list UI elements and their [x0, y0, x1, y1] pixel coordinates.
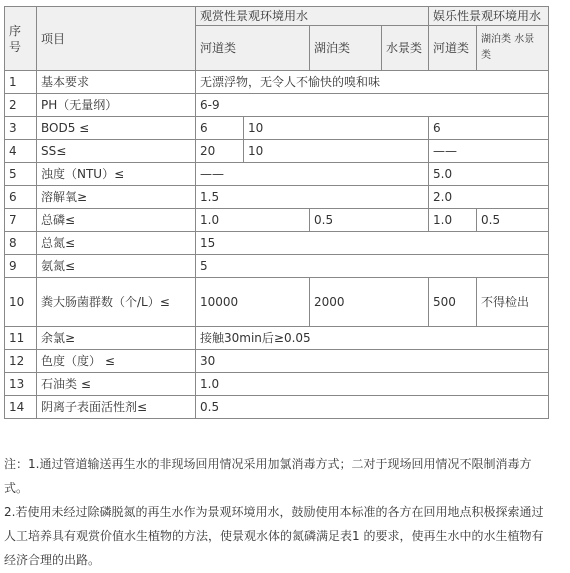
row-no: 8 [5, 232, 37, 255]
row-item: PH（无量纲） [37, 94, 196, 117]
row-no: 3 [5, 117, 37, 140]
table-row [5, 209, 549, 232]
row-value: 0.5 [310, 209, 429, 232]
header-g2-lake [477, 26, 549, 71]
row-value: 5 [196, 255, 549, 278]
table-row [5, 71, 549, 94]
table-row [5, 163, 549, 186]
row-item: 浊度（NTU）≤ [37, 163, 196, 186]
row-item: BOD5 ≤ [37, 117, 196, 140]
row-no: 2 [5, 94, 37, 117]
table-row [5, 373, 549, 396]
row-value: 无漂浮物，无令人不愉快的嗅和味 [196, 71, 549, 94]
row-value: 接触30min后≥0.05 [196, 327, 549, 350]
row-no: 6 [5, 186, 37, 209]
row-value: 1.0 [196, 209, 310, 232]
table-row [5, 140, 549, 163]
row-value: 15 [196, 232, 549, 255]
row-value: 6-9 [196, 94, 549, 117]
table-row [5, 232, 549, 255]
row-item: SS≤ [37, 140, 196, 163]
row-value: 1.0 [429, 209, 477, 232]
table-row [5, 255, 549, 278]
row-value: 5.0 [429, 163, 549, 186]
header-g1-water: 水景类 [382, 26, 429, 71]
footnote-2: 2.若使用未经过除磷脱氮的再生水作为景观环境用水，鼓励使用本标准的各方在回用地点积极探索通过人工培养具有观赏价值水生植物的方法，使景观水体的氮磷满足表1 的要求，使再生水中的水生植物有经济合理的出路。 [4, 505, 544, 567]
row-item: 粪大肠菌群数（个/L）≤ [37, 278, 196, 327]
row-value: 2000 [310, 278, 429, 327]
row-no: 14 [5, 396, 37, 419]
row-value: 500 [429, 278, 477, 327]
row-no: 1 [5, 71, 37, 94]
row-no: 11 [5, 327, 37, 350]
row-item: 溶解氧≥ [37, 186, 196, 209]
row-no: 9 [5, 255, 37, 278]
header-g1-lake: 湖泊类 [310, 26, 382, 71]
header-g2-water-label: 水景类 [481, 34, 535, 61]
row-item: 总磷≤ [37, 209, 196, 232]
header-recreational: 娱乐性景观环境用水 [429, 7, 549, 26]
water-quality-table [4, 6, 549, 419]
row-value: —— [196, 163, 429, 186]
row-value: 不得检出 [477, 278, 549, 327]
header-ornamental: 观赏性景观环境用水 [196, 7, 429, 26]
footnotes [4, 452, 552, 572]
table-row [5, 278, 549, 327]
header-g2-river: 河道类 [429, 26, 477, 71]
row-value: —— [429, 140, 549, 163]
row-value: 2.0 [429, 186, 549, 209]
row-value: 1.0 [196, 373, 549, 396]
footnote-1: 注：1.通过管道输送再生水的非现场回用情况采用加氯消毒方式；二对于现场回用情况不限制消毒方式。 [4, 457, 532, 495]
table-row [5, 327, 549, 350]
header-seq: 序号 [5, 7, 37, 71]
row-no: 4 [5, 140, 37, 163]
row-value: 30 [196, 350, 549, 373]
header-item: 项目 [37, 7, 196, 71]
row-no: 7 [5, 209, 37, 232]
row-item: 基本要求 [37, 71, 196, 94]
row-item: 总氮≤ [37, 232, 196, 255]
row-item: 色度（度） ≤ [37, 350, 196, 373]
row-no: 10 [5, 278, 37, 327]
table-row [5, 117, 549, 140]
table-row [5, 186, 549, 209]
row-value: 0.5 [477, 209, 549, 232]
header-g1-river: 河道类 [196, 26, 310, 71]
row-value: 10 [244, 140, 429, 163]
table-row [5, 94, 549, 117]
table-row [5, 350, 549, 373]
table-row [5, 396, 549, 419]
row-value: 6 [429, 117, 549, 140]
row-no: 5 [5, 163, 37, 186]
row-item: 阴离子表面活性剂≤ [37, 396, 196, 419]
row-item: 余氯≥ [37, 327, 196, 350]
row-value: 20 [196, 140, 244, 163]
row-value: 10 [244, 117, 429, 140]
row-item: 氨氮≤ [37, 255, 196, 278]
row-value: 6 [196, 117, 244, 140]
header-g2-lake-label: 湖泊类 [481, 34, 512, 45]
row-item: 石油类 ≤ [37, 373, 196, 396]
row-no: 12 [5, 350, 37, 373]
row-value: 10000 [196, 278, 310, 327]
row-value: 1.5 [196, 186, 429, 209]
row-value: 0.5 [196, 396, 549, 419]
row-no: 13 [5, 373, 37, 396]
